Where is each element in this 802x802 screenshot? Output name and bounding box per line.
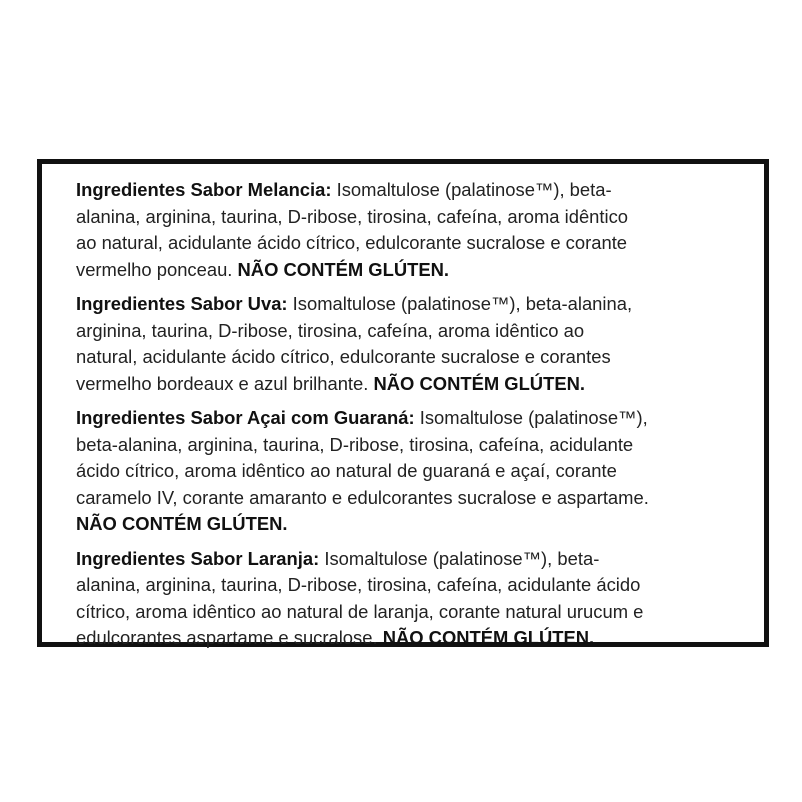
gluten-notice: NÃO CONTÉM GLÚTEN. bbox=[237, 258, 450, 280]
gluten-notice: NÃO CONTÉM GLÚTEN. bbox=[382, 627, 595, 648]
section-body: Isomaltulose (palatinose™), beta- alanina, arginina, taurina, D-ribose, tirosina, cafeína, aroma idêntico ao natural, acidulante ácido cítrico, edulcorante sucralose e corante vermelho ponceau. bbox=[76, 179, 629, 280]
section-heading: Ingredientes Sabor Laranja: bbox=[76, 547, 320, 569]
gluten-notice: NÃO CONTÉM GLÚTEN. bbox=[373, 372, 585, 394]
ingredients-label-box bbox=[37, 159, 769, 647]
section-body: Isomaltulose (palatinose™), beta-alanina, arginina, taurina, D-ribose, tirosina, cafeína, acidulante ácido cítrico, aroma idêntico ao natural de guaraná e açaí, corante caramelo IV, corante amaranto e edulcorantes sucralose e aspartame. bbox=[76, 407, 649, 508]
section-laranja bbox=[76, 546, 738, 652]
section-body: Isomaltulose (palatinose™), beta- alanina, arginina, taurina, D-ribose, tirosina, cafeína, acidulante ácido cítrico, aroma idêntico ao natural de laranja, corante natural urucum e edulcorantes aspartame e sucralose. bbox=[76, 547, 644, 648]
section-heading: Ingredientes Sabor Uva: bbox=[76, 293, 288, 314]
section-melancia bbox=[76, 177, 738, 283]
section-acai-guarana bbox=[76, 405, 738, 538]
section-body: Isomaltulose (palatinose™), beta-alanina, arginina, taurina, D-ribose, tirosina, cafeína, aroma idêntico ao natural, acidulante ácido cítrico, edulcorante sucralose e corantes vermelho bordeaux e azul brilhante. bbox=[76, 293, 633, 394]
section-heading: Ingredientes Sabor Melancia: bbox=[76, 179, 332, 200]
ingredients-text bbox=[76, 177, 738, 660]
gluten-notice: NÃO CONTÉM GLÚTEN. bbox=[76, 513, 288, 534]
section-heading: Ingredientes Sabor Açai com Guaraná: bbox=[76, 407, 415, 428]
section-uva bbox=[76, 291, 738, 397]
